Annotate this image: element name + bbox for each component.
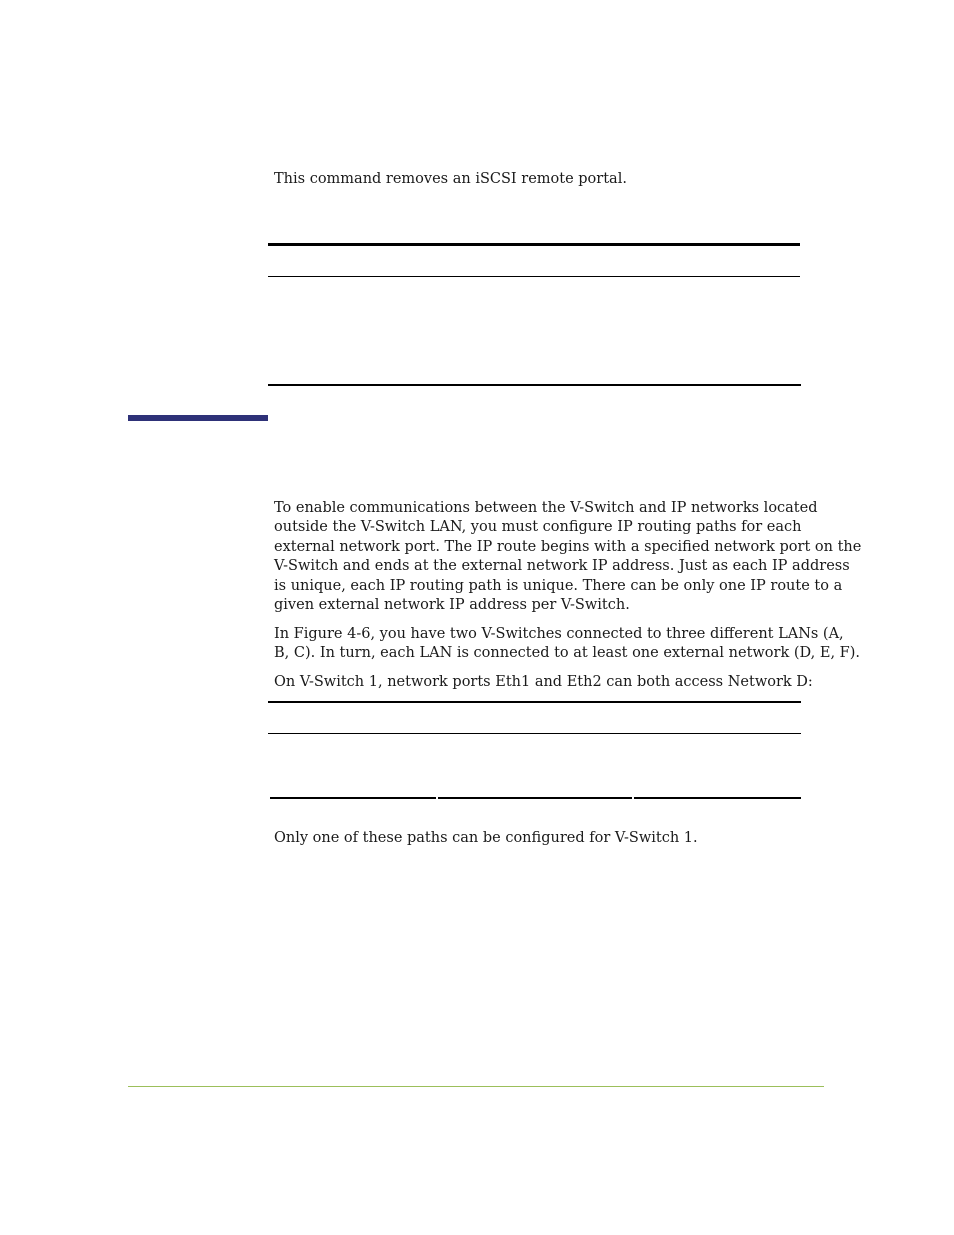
routes-table-bottom-rule-col1: [270, 797, 436, 799]
routing-paragraph-4: Only one of these paths can be configured for V-Switch 1.: [274, 830, 698, 846]
paragraph-line: external network port. The IP route begins with a specified network port on the: [274, 538, 862, 555]
intro-text: This command removes an iSCSI remote portal.: [274, 171, 627, 187]
paragraph-line: outside the V-Switch LAN, you must configure IP routing paths for each: [274, 519, 802, 536]
routes-table-bottom-rule-col2: [438, 797, 632, 799]
table-top-rule: [268, 243, 800, 246]
footer-rule: [128, 1086, 824, 1087]
routing-paragraph-1: [274, 499, 862, 615]
paragraph-line: V-Switch and ends at the external network IP address. Just as each IP address: [274, 558, 850, 575]
routing-paragraph-2: [274, 625, 860, 664]
paragraph-line: In Figure 4-6, you have two V-Switches connected to three different LANs (A,: [274, 626, 844, 642]
routing-paragraph-3: On V-Switch 1, network ports Eth1 and Eth2 can both access Network D:: [274, 674, 813, 690]
section-accent-bar: [128, 415, 268, 421]
table-header-rule: [268, 276, 800, 277]
paragraph-line: given external network IP address per V-Switch.: [274, 597, 630, 614]
paragraph-line: B, C). In turn, each LAN is connected to at least one external network (D, E, F).: [274, 645, 860, 662]
table-bottom-rule: [268, 384, 801, 386]
paragraph-line: To enable communications between the V-Switch and IP networks located: [274, 500, 818, 516]
routes-table-header-rule: [268, 733, 801, 734]
routes-table-top-rule: [268, 701, 801, 703]
routes-table-bottom-rule-col3: [634, 797, 801, 799]
paragraph-line: is unique, each IP routing path is unique. There can be only one IP route to a: [274, 577, 843, 594]
